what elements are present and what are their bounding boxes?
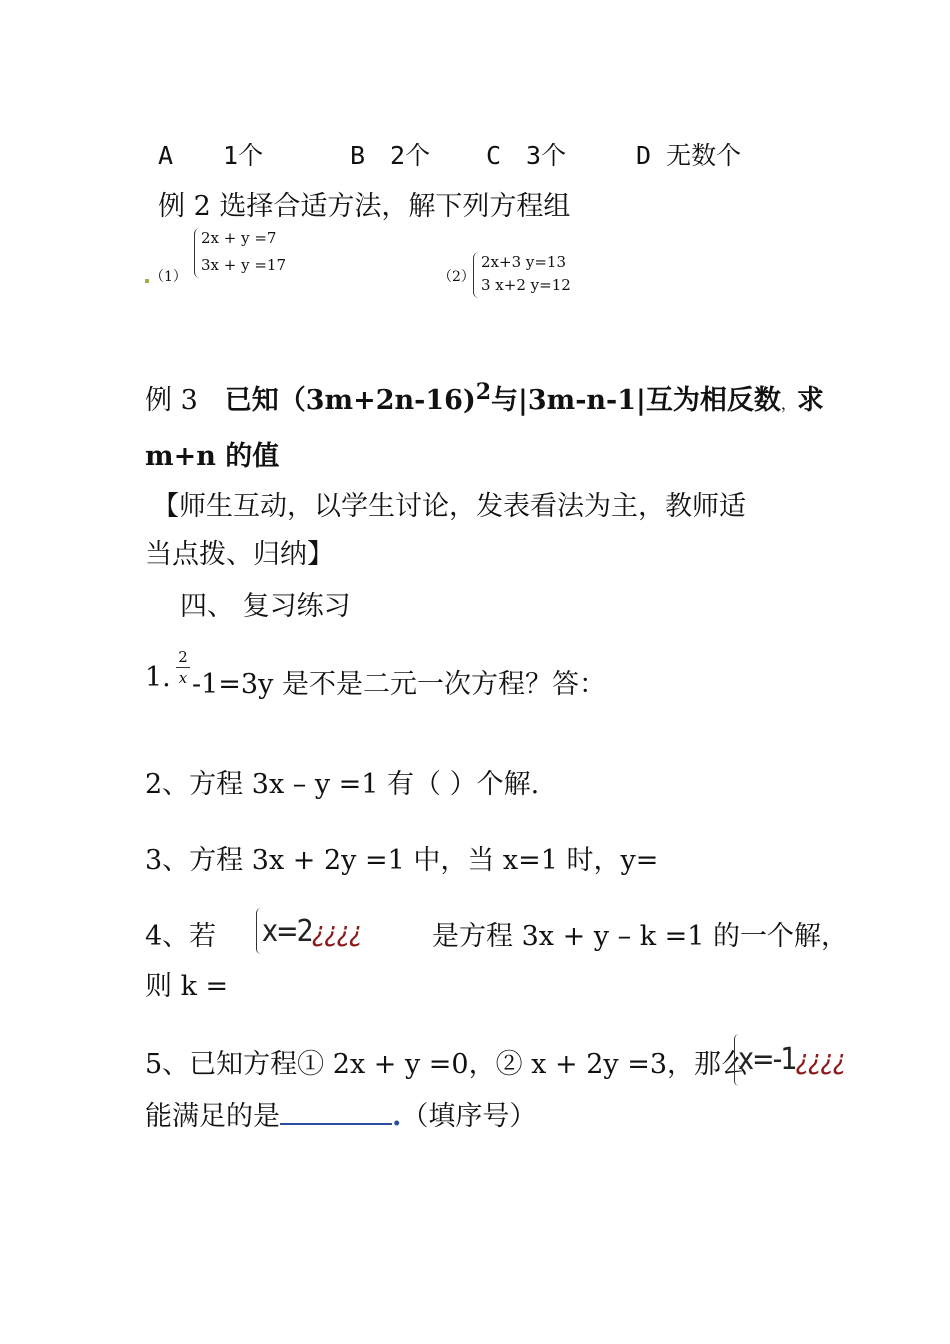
option-b: B 2个: [350, 141, 431, 170]
q4-text: 是方程 3x + y – k =1 的一个解，: [432, 921, 849, 952]
example3-text3: 求: [796, 385, 824, 416]
q4-brace: [256, 908, 261, 954]
q5-dot: .: [392, 1101, 402, 1132]
system2-eq2: 3 x+2 y=12: [481, 276, 571, 294]
q4-prefix: 4、若: [145, 921, 217, 952]
q1-frac-numerator: 2: [178, 648, 188, 666]
q2-text: 2、方程 3x – y =1 有（ ）个解.: [145, 769, 540, 800]
q4-artifact-tail: ¿¿¿¿: [311, 915, 362, 948]
example3-text2: 与|3m-n-1|互为相反数: [491, 385, 781, 416]
q3-text: 3、方程 3x + 2y =1 中，当 x=1 时，y=: [145, 845, 659, 876]
example3-text1: 已知（3m+2n-16): [224, 385, 476, 416]
q1-text: -1=3y 是不是二元一次方程？答：: [192, 669, 606, 700]
option-d: D 无数个: [636, 141, 742, 170]
example2-label-2: （2）: [438, 269, 475, 285]
example3-line2: m+n 的值: [145, 441, 280, 472]
example2-label-1: （1）: [150, 269, 187, 285]
example3-comma: ，: [780, 394, 797, 413]
system1-eq2: 3x + y =17: [201, 256, 287, 274]
example2-title: 例 2 选择合适方法，解下列方程组: [158, 191, 571, 222]
example3-superscript: 2: [475, 379, 492, 405]
q5-solution-artifact: [738, 1042, 845, 1077]
q4-line2: 则 k =: [145, 971, 229, 1002]
section-heading: 四、 复习练习: [180, 591, 351, 622]
system2-eq1: 2x+3 y=13: [481, 253, 567, 271]
example3-line1: [145, 378, 824, 417]
q5-text: 5、已知方程① 2x + y =0，② x + 2y =3，那么: [145, 1049, 749, 1080]
q5-line2-suffix: （填序号）: [401, 1101, 537, 1132]
answer-blank[interactable]: [280, 1099, 392, 1125]
q5-artifact-tail: ¿¿¿¿: [795, 1043, 845, 1076]
example3-prefix: 例 3: [145, 385, 198, 416]
q1-number: 1.: [145, 662, 171, 693]
brace-2: [473, 252, 480, 298]
option-a: A 1个: [158, 141, 264, 170]
option-c: C 3个: [486, 141, 567, 170]
q4-artifact-text: x=2: [262, 914, 312, 949]
q5-line2-prefix: 能满足的是: [145, 1101, 280, 1132]
q5-line2: [145, 1094, 536, 1133]
q1-frac-denominator: x: [178, 669, 188, 687]
system1-eq1: 2x + y =7: [201, 229, 277, 247]
q4-solution-artifact: [262, 914, 361, 949]
marker-dot: [145, 279, 149, 283]
q1-fraction: [176, 648, 190, 687]
brace-1: [194, 228, 201, 278]
q5-artifact-text: x=-1: [738, 1042, 796, 1077]
interaction-line1: 【师生互动，以学生讨论，发表看法为主，教师适: [152, 491, 746, 522]
interaction-line2: 当点拨、归纳】: [145, 539, 334, 570]
